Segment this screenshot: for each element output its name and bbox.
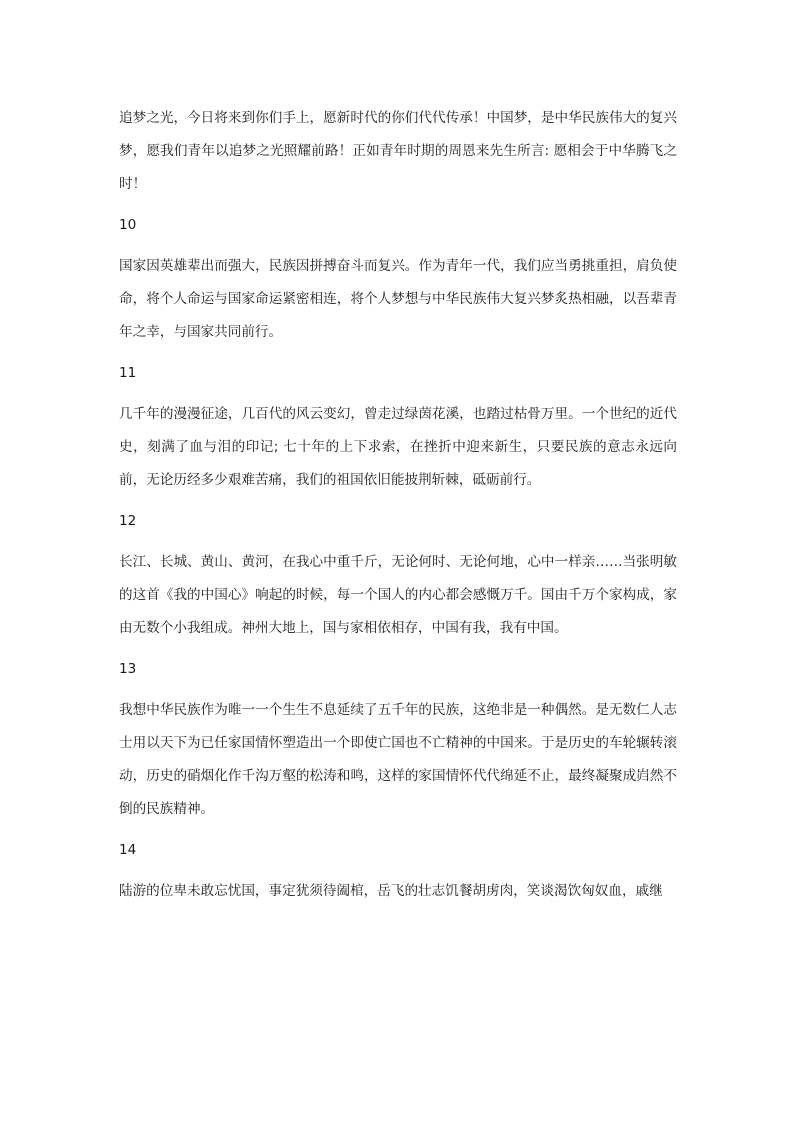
paragraph-12: 长江、长城、黄山、黄河，在我心中重千斤，无论何时、无论何地，心中一样亲……当张明敏的这首《我的中国心》响起的时候，每一个国人的内心都会感慨万千。国由千万个家构成，家由无数个小我组成。神州大地上，国与家相依相存，中国有我，我有中国。 xyxy=(119,554,677,636)
document-body xyxy=(119,102,677,908)
section-number-14: 14 xyxy=(119,842,137,858)
paragraph-14: 陆游的位卑未敢忘忧国，事定犹须待阖棺，岳飞的壮志饥餐胡虏肉，笑谈渴饮匈奴血，戚继 xyxy=(119,883,663,899)
section-number-13: 13 xyxy=(119,661,137,677)
paragraph-10: 国家因英雄辈出而强大，民族因拼搏奋斗而复兴。作为青年一代，我们应当勇挑重担，肩负使命，将个人命运与国家命运紧密相连，将个人梦想与中华民族伟大复兴梦炙热相融，以吾辈青年之幸，与国家共同前行。 xyxy=(119,258,677,340)
paragraph-11: 几千年的漫漫征途，几百代的风云变幻，曾走过绿茵花溪，也踏过枯骨万里。一个世纪的近代史，刻满了血与泪的印记; 七十年的上下求索，在挫折中迎来新生，只要民族的意志永远向前，无论历经多少艰难苦痛，我们的祖国依旧能披荆斩棘，砥砺前行。 xyxy=(119,406,677,488)
paragraph-13: 我想中华民族作为唯一一个生生不息延续了五千年的民族，这绝非是一种偶然。是无数仁人志士用以天下为已任家国情怀塑造出一个即使亡国也不亡精神的中国来。于是历史的车轮辗转滚动，历史的硝烟化作千沟万壑的松涛和鸣，这样的家国情怀代代绵延不止，最终凝聚成岿然不倒的民族精神。 xyxy=(119,702,677,817)
section-number-11: 11 xyxy=(119,365,137,381)
paragraph-9-tail: 追梦之光，今日将来到你们手上，愿新时代的你们代代传承！中国梦，是中华民族伟大的复兴梦，愿我们青年以追梦之光照耀前路！正如青年时期的周恩来先生所言: 愿相会于中华腾飞之时！ xyxy=(119,110,677,192)
section-number-10: 10 xyxy=(119,217,137,233)
section-number-12: 12 xyxy=(119,513,137,529)
